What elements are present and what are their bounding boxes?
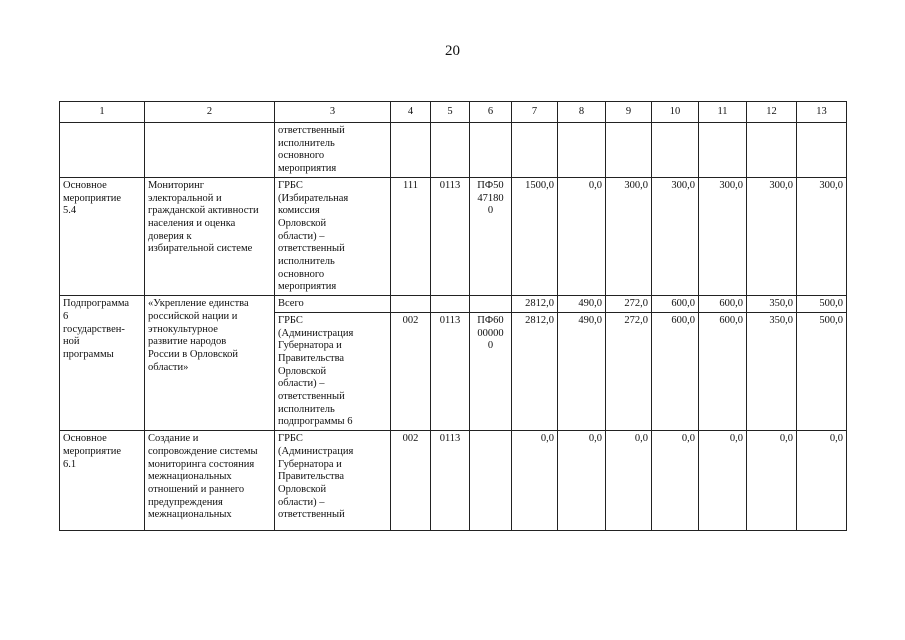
cell-empty <box>652 123 699 178</box>
cell-value: 300,0 <box>747 177 797 295</box>
header-col-3: 3 <box>275 102 391 123</box>
cell-target-code: ПФ60 00000 0 <box>470 312 512 430</box>
cell-empty <box>60 123 145 178</box>
header-col-7: 7 <box>512 102 558 123</box>
cell-value: 490,0 <box>558 312 606 430</box>
cell-title: Создание и сопровождение системы мониторинга состояния межнациональных отношений и раннего предупреждения межнациональных <box>145 431 275 531</box>
cell-value: 0,0 <box>558 177 606 295</box>
header-row <box>60 102 847 123</box>
cell-status: Подпрограмма 6 государствен- ной программы <box>60 296 145 431</box>
cell-responsible: Всего <box>275 296 391 313</box>
cell-value: 0,0 <box>699 431 747 531</box>
cell-value: 300,0 <box>699 177 747 295</box>
cell-status: Основное мероприятие 6.1 <box>60 431 145 531</box>
cell-empty <box>558 123 606 178</box>
cell-section-code: 0113 <box>431 177 470 295</box>
table-row-continuation <box>60 123 847 178</box>
cell-value: 300,0 <box>797 177 847 295</box>
cell-value: 272,0 <box>606 296 652 313</box>
header-col-5: 5 <box>431 102 470 123</box>
cell-value: 0,0 <box>558 431 606 531</box>
page-number: 20 <box>445 43 460 59</box>
cell-target-code: ПФ50 47180 0 <box>470 177 512 295</box>
header-col-1: 1 <box>60 102 145 123</box>
cell-value: 600,0 <box>652 296 699 313</box>
cell-value: 350,0 <box>747 312 797 430</box>
cell-grbs-code: 002 <box>391 312 431 430</box>
cell-title: «Укрепление единства российской нации и этнокультурное развитие народов России в Орловской области» <box>145 296 275 431</box>
cell-value: 350,0 <box>747 296 797 313</box>
cell-title: Мониторинг электоральной и гражданской активности населения и оценка доверия к избирательной системе <box>145 177 275 295</box>
cell-responsible: ГРБС (Администрация Губернатора и Правительства Орловской области) – ответственный исполнитель подпрограммы 6 <box>275 312 391 430</box>
cell-empty <box>145 123 275 178</box>
header-col-10: 10 <box>652 102 699 123</box>
cell-section-code: 0113 <box>431 312 470 430</box>
cell-value: 0,0 <box>512 431 558 531</box>
cell-value: 300,0 <box>652 177 699 295</box>
header-col-13: 13 <box>797 102 847 123</box>
table-row-event-5-4 <box>60 177 847 295</box>
cell-empty <box>699 123 747 178</box>
cell-value: 0,0 <box>747 431 797 531</box>
cell-empty <box>606 123 652 178</box>
cell-empty <box>470 296 512 313</box>
table-row-subprogram-6-total <box>60 296 847 313</box>
cell-empty <box>431 296 470 313</box>
cell-value: 500,0 <box>797 312 847 430</box>
table-row-event-6-1 <box>60 431 847 531</box>
cell-section-code: 0113 <box>431 431 470 531</box>
header-col-2: 2 <box>145 102 275 123</box>
cell-empty <box>470 123 512 178</box>
cell-value: 490,0 <box>558 296 606 313</box>
cell-empty <box>747 123 797 178</box>
cell-value: 500,0 <box>797 296 847 313</box>
header-col-9: 9 <box>606 102 652 123</box>
cell-responsible: ГРБС (Избирательная комиссия Орловской области) – ответственный исполнитель основного мероприятия <box>275 177 391 295</box>
cell-grbs-code: 111 <box>391 177 431 295</box>
cell-value: 0,0 <box>797 431 847 531</box>
header-col-6: 6 <box>470 102 512 123</box>
cell-value: 0,0 <box>652 431 699 531</box>
cell-empty <box>797 123 847 178</box>
cell-value: 0,0 <box>606 431 652 531</box>
budget-table <box>59 101 847 531</box>
cell-responsible: ответственный исполнитель основного мероприятия <box>275 123 391 178</box>
cell-value: 1500,0 <box>512 177 558 295</box>
header-col-11: 11 <box>699 102 747 123</box>
cell-value: 300,0 <box>606 177 652 295</box>
header-col-4: 4 <box>391 102 431 123</box>
cell-status: Основное мероприятие 5.4 <box>60 177 145 295</box>
cell-target-code <box>470 431 512 531</box>
cell-value: 2812,0 <box>512 312 558 430</box>
cell-value: 600,0 <box>699 296 747 313</box>
cell-empty <box>431 123 470 178</box>
cell-empty <box>391 296 431 313</box>
cell-grbs-code: 002 <box>391 431 431 531</box>
header-col-8: 8 <box>558 102 606 123</box>
cell-responsible: ГРБС (Администрация Губернатора и Правительства Орловской области) – ответственный <box>275 431 391 531</box>
cell-value: 600,0 <box>652 312 699 430</box>
cell-empty <box>512 123 558 178</box>
cell-empty <box>391 123 431 178</box>
header-col-12: 12 <box>747 102 797 123</box>
cell-value: 2812,0 <box>512 296 558 313</box>
cell-value: 600,0 <box>699 312 747 430</box>
cell-value: 272,0 <box>606 312 652 430</box>
